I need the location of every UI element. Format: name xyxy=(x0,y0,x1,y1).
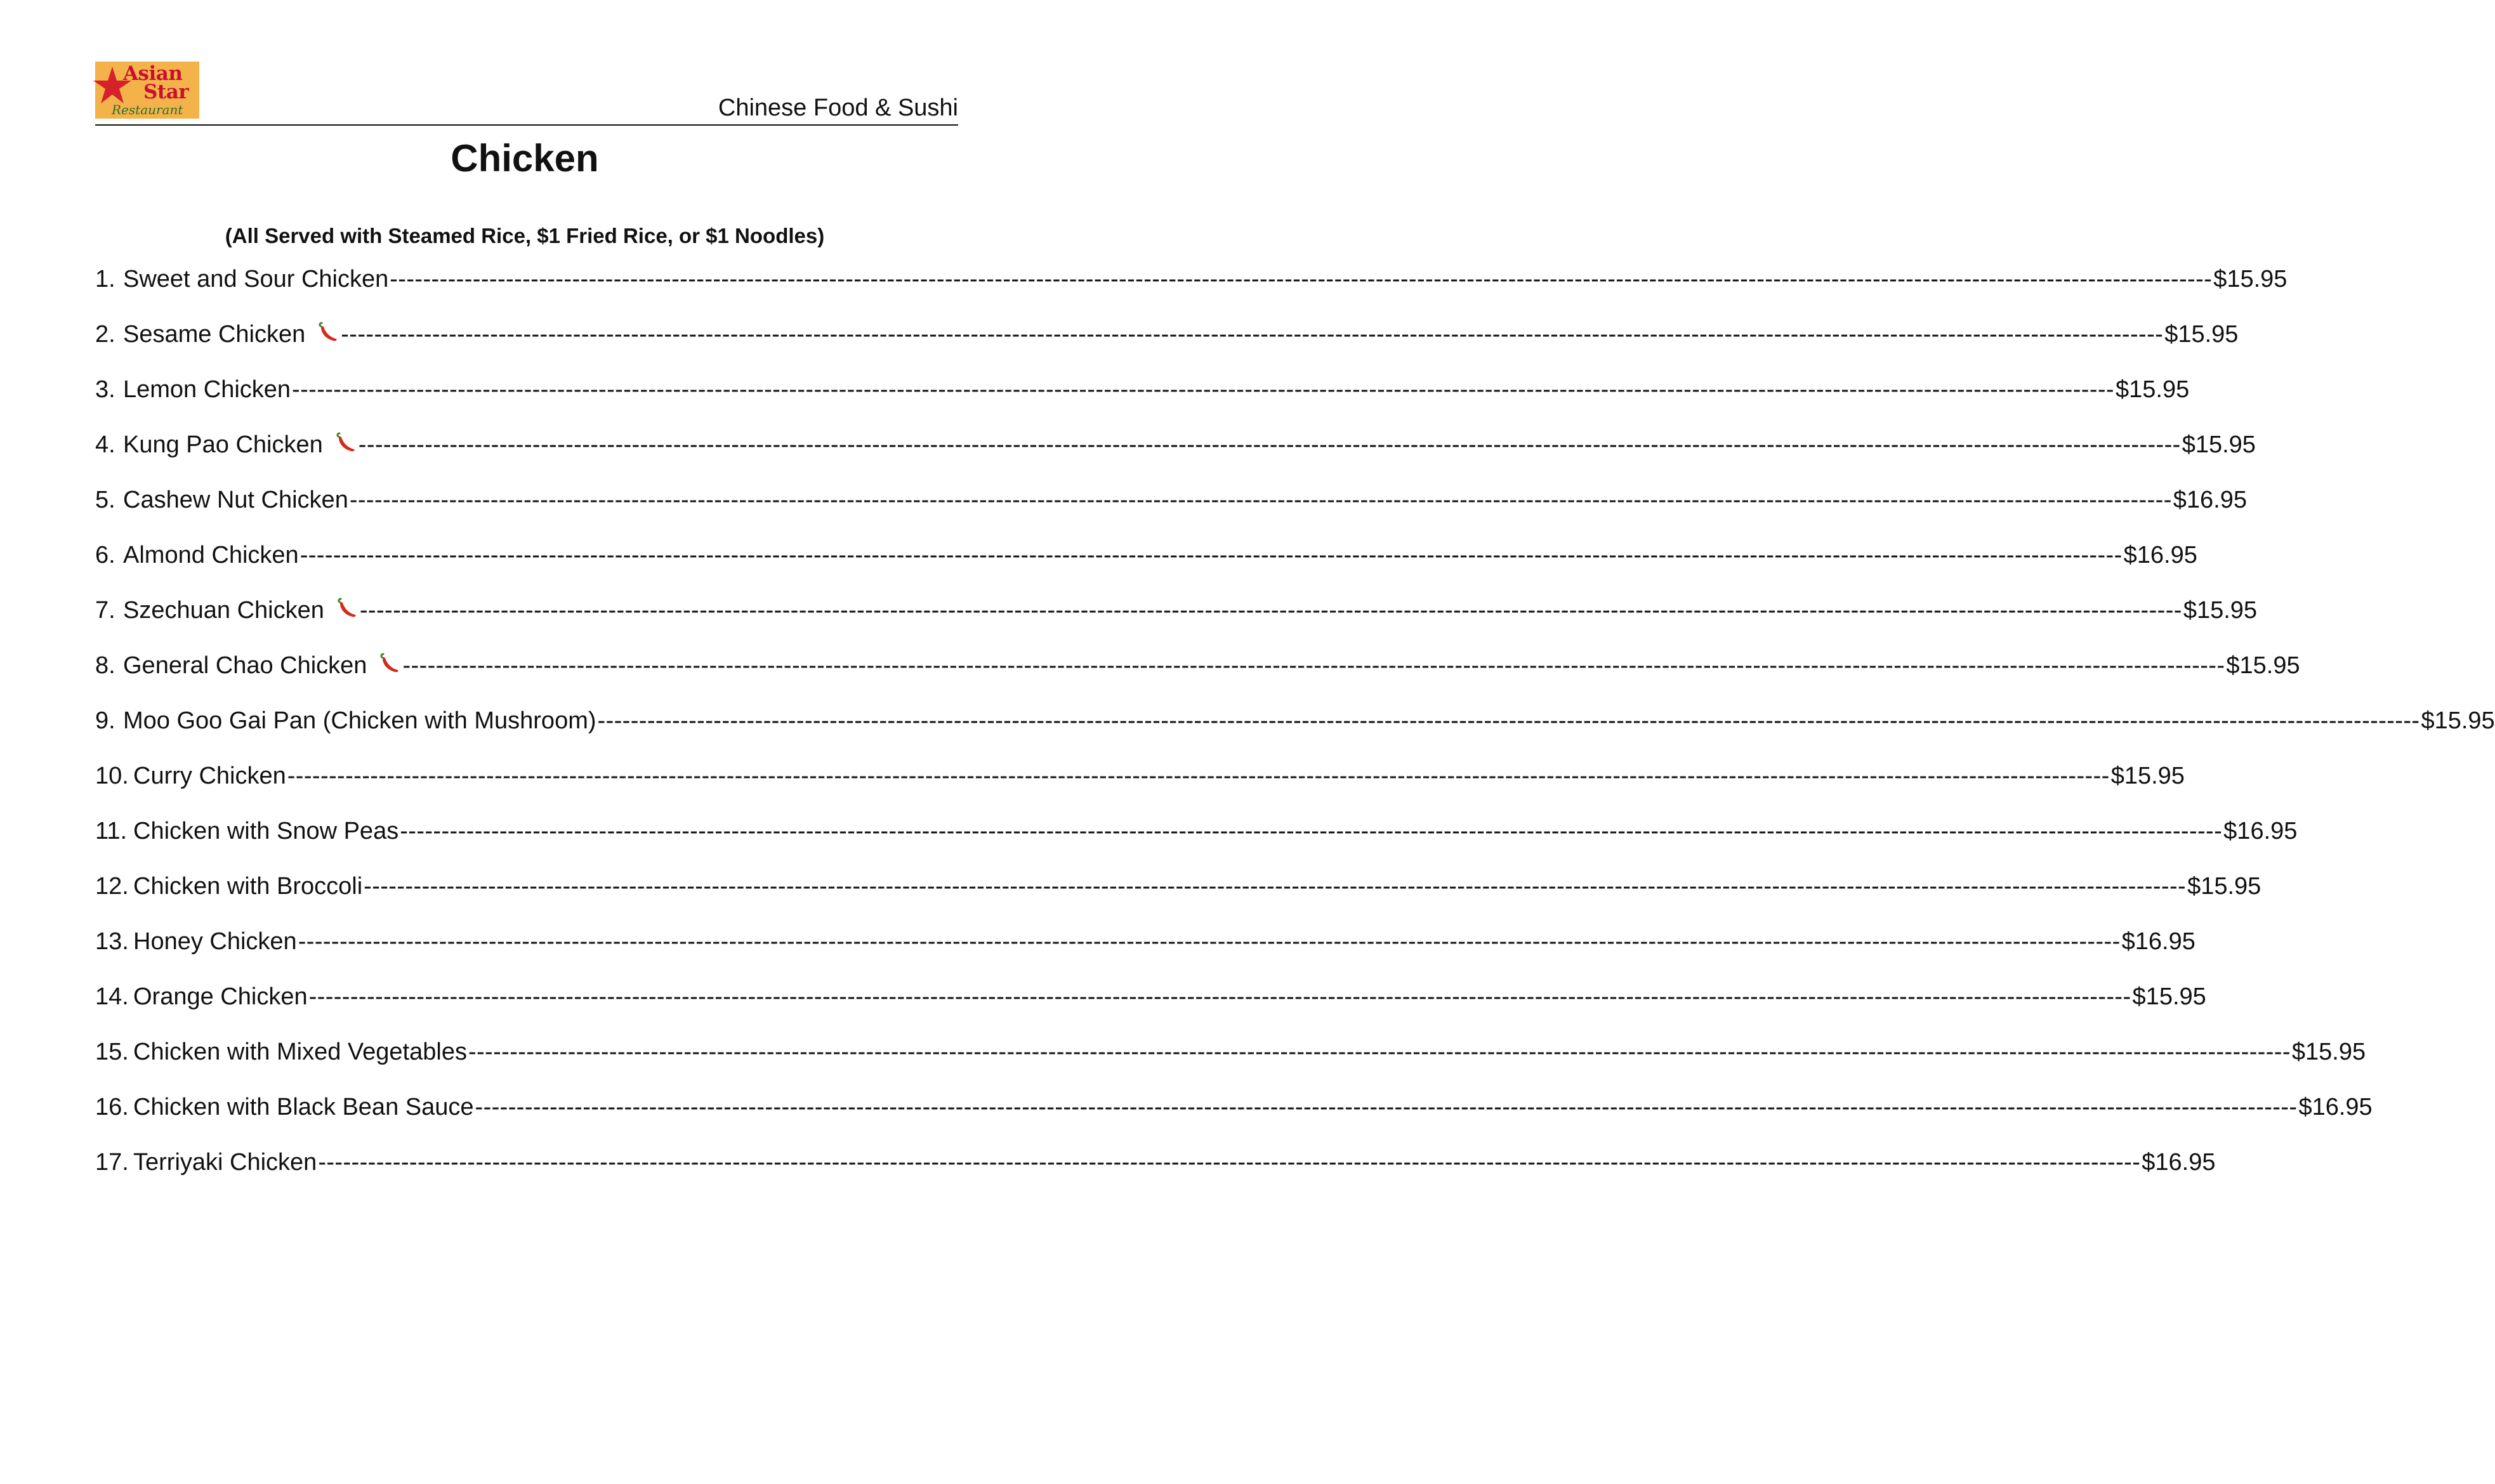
menu-item xyxy=(95,704,2495,759)
menu-item-number: 8. xyxy=(95,652,115,679)
page-subtitle: (All Served with Steamed Rice, $1 Fried Rice, or $1 Noodles) xyxy=(225,224,825,247)
page-title: Chicken xyxy=(451,137,599,180)
header-divider xyxy=(95,124,958,126)
dotted-leader: ---------------------------------------------------------------------------------------------------------------------------------------------------------------------------------------------------------------------------- xyxy=(298,928,2121,955)
logo-text-restaurant: Restaurant xyxy=(112,102,183,117)
menu-item-number: 6. xyxy=(95,542,115,568)
dotted-leader: ---------------------------------------------------------------------------------------------------------------------------------------------------------------------------------------------------------------------------- xyxy=(318,1149,2141,1176)
menu-item-name: Terriyaki Chicken xyxy=(133,1149,317,1176)
dotted-leader: ---------------------------------------------------------------------------------------------------------------------------------------------------------------------------------------------------------------------------- xyxy=(364,873,2187,900)
dotted-leader: ---------------------------------------------------------------------------------------------------------------------------------------------------------------------------------------------------------------------------- xyxy=(349,487,2172,513)
menu-item-number: 5. xyxy=(95,487,115,513)
logo-text-asian: Asian xyxy=(123,62,183,85)
menu-item-price: $16.95 xyxy=(2173,487,2248,513)
dotted-leader: ---------------------------------------------------------------------------------------------------------------------------------------------------------------------------------------------------------------------------- xyxy=(300,542,2123,568)
menu-item xyxy=(95,648,2300,704)
menu-item-number: 12. xyxy=(95,873,129,900)
menu-item xyxy=(95,1090,2373,1145)
menu-item-name: Sesame Chicken xyxy=(123,321,306,348)
dotted-leader: ---------------------------------------------------------------------------------------------------------------------------------------------------------------------------------------------------------------------------- xyxy=(402,652,2225,679)
menu-item xyxy=(95,869,2261,924)
menu-item-name: Curry Chicken xyxy=(133,763,286,789)
menu-item-name: Chicken with Snow Peas xyxy=(133,818,399,844)
menu-item-number: 15. xyxy=(95,1039,129,1065)
menu-item-number: 3. xyxy=(95,376,115,403)
menu-item-name: Chicken with Broccoli xyxy=(133,873,363,900)
menu-item xyxy=(95,593,2258,648)
menu-item-price: $16.95 xyxy=(2223,818,2298,844)
logo-text-star: Star xyxy=(143,81,189,103)
menu-item-number: 4. xyxy=(95,431,115,458)
dotted-leader: ---------------------------------------------------------------------------------------------------------------------------------------------------------------------------------------------------------------------------- xyxy=(359,597,2182,624)
dotted-leader: ---------------------------------------------------------------------------------------------------------------------------------------------------------------------------------------------------------------------------- xyxy=(475,1094,2298,1120)
menu-item-price: $15.95 xyxy=(2110,763,2185,789)
menu-item xyxy=(95,317,2239,372)
menu-item-price: $15.95 xyxy=(2183,597,2258,624)
menu-item-number: 11. xyxy=(95,818,128,844)
menu-item-name: Szechuan Chicken xyxy=(123,597,324,624)
menu-list xyxy=(95,262,2495,1200)
menu-item xyxy=(95,980,2206,1035)
menu-item xyxy=(95,1145,2216,1200)
menu-item-number: 2. xyxy=(95,321,115,348)
header-tagline: Chinese Food & Sushi xyxy=(718,95,958,121)
menu-item-name: Kung Pao Chicken xyxy=(123,431,323,458)
menu-item xyxy=(95,262,2288,317)
dotted-leader: ---------------------------------------------------------------------------------------------------------------------------------------------------------------------------------------------------------------------------- xyxy=(292,376,2114,403)
dotted-leader: ---------------------------------------------------------------------------------------------------------------------------------------------------------------------------------------------------------------------------- xyxy=(400,818,2223,844)
dotted-leader: ---------------------------------------------------------------------------------------------------------------------------------------------------------------------------------------------------------------------------- xyxy=(358,431,2181,458)
menu-item xyxy=(95,814,2298,869)
menu-item-price: $15.95 xyxy=(2213,266,2288,292)
menu-item-number: 13. xyxy=(95,928,129,955)
menu-item-price: $15.95 xyxy=(2421,707,2495,734)
menu-item-name: Lemon Chicken xyxy=(123,376,291,403)
dotted-leader: ---------------------------------------------------------------------------------------------------------------------------------------------------------------------------------------------------------------------------- xyxy=(468,1039,2291,1065)
menu-item xyxy=(95,924,2195,980)
menu-item-price: $16.95 xyxy=(2142,1149,2216,1176)
menu-item-number: 9. xyxy=(95,707,115,734)
menu-item xyxy=(95,428,2256,483)
menu-item-name: Almond Chicken xyxy=(123,542,299,568)
menu-item-price: $16.95 xyxy=(2298,1094,2373,1120)
menu-item-number: 17. xyxy=(95,1149,129,1176)
chili-pepper-icon xyxy=(378,651,401,674)
menu-item-name: Orange Chicken xyxy=(133,983,308,1010)
menu-item-price: $16.95 xyxy=(2121,928,2195,955)
chili-pepper-icon xyxy=(334,430,357,453)
dotted-leader: ---------------------------------------------------------------------------------------------------------------------------------------------------------------------------------------------------------------------------- xyxy=(597,707,2420,734)
chili-pepper-icon xyxy=(317,320,339,343)
menu-item-number: 16. xyxy=(95,1094,129,1120)
dotted-leader: ---------------------------------------------------------------------------------------------------------------------------------------------------------------------------------------------------------------------------- xyxy=(390,266,2213,292)
menu-item-number: 10. xyxy=(95,763,129,789)
menu-item-price: $15.95 xyxy=(2116,376,2190,403)
menu-item-price: $15.95 xyxy=(2187,873,2261,900)
menu-item-name: Sweet and Sour Chicken xyxy=(123,266,389,292)
menu-item-name: General Chao Chicken xyxy=(123,652,367,679)
restaurant-logo xyxy=(95,62,199,119)
menu-item-price: $15.95 xyxy=(2291,1039,2366,1065)
dotted-leader: ---------------------------------------------------------------------------------------------------------------------------------------------------------------------------------------------------------------------------- xyxy=(308,983,2131,1010)
dotted-leader: ---------------------------------------------------------------------------------------------------------------------------------------------------------------------------------------------------------------------------- xyxy=(287,763,2110,789)
dotted-leader: ---------------------------------------------------------------------------------------------------------------------------------------------------------------------------------------------------------------------------- xyxy=(341,321,2164,348)
menu-item xyxy=(95,538,2197,593)
menu-item-price: $15.95 xyxy=(2226,652,2300,679)
menu-item-price: $15.95 xyxy=(2132,983,2206,1010)
menu-item-name: Chicken with Black Bean Sauce xyxy=(133,1094,474,1120)
menu-item xyxy=(95,759,2185,814)
menu-item xyxy=(95,372,2190,428)
menu-item-name: Moo Goo Gai Pan (Chicken with Mushroom) xyxy=(123,707,596,734)
menu-item-price: $15.95 xyxy=(2182,431,2256,458)
menu-item-number: 14. xyxy=(95,983,129,1010)
menu-item xyxy=(95,1035,2366,1090)
menu-item-name: Honey Chicken xyxy=(133,928,297,955)
chili-pepper-icon xyxy=(336,596,359,619)
menu-item-price: $16.95 xyxy=(2123,542,2197,568)
menu-item-name: Cashew Nut Chicken xyxy=(123,487,348,513)
menu-item xyxy=(95,483,2248,538)
menu-item-price: $15.95 xyxy=(2164,321,2239,348)
menu-item-number: 7. xyxy=(95,597,115,624)
menu-item-name: Chicken with Mixed Vegetables xyxy=(133,1039,467,1065)
menu-item-number: 1. xyxy=(95,266,115,292)
